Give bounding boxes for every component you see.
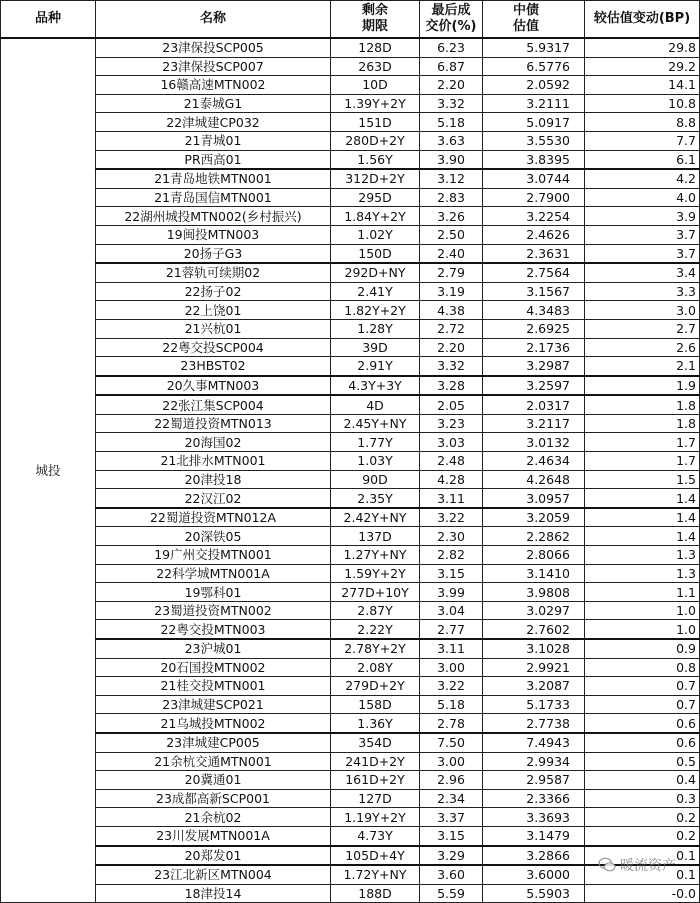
table-row (1, 94, 700, 113)
last-price: 5.59 (420, 884, 483, 903)
remaining-term: 2.87Y (331, 601, 420, 620)
bond-name: 19闽投MTN003 (96, 225, 331, 244)
remaining-term: 1.27Y+NY (331, 546, 420, 565)
cb-valuation: 3.2117 (483, 414, 585, 433)
remaining-term: 150D (331, 244, 420, 263)
cb-valuation: 3.0132 (483, 433, 585, 452)
cb-valuation: 3.1479 (483, 826, 585, 845)
change-bp: 14.1 (585, 76, 700, 95)
table-row (1, 489, 700, 508)
cb-valuation: 5.5903 (483, 884, 585, 903)
table-row (1, 282, 700, 301)
last-price: 3.26 (420, 207, 483, 226)
table-row (1, 169, 700, 188)
last-price: 3.22 (420, 508, 483, 527)
table-row (1, 546, 700, 565)
change-bp: 3.0 (585, 301, 700, 320)
bond-name: 18津投14 (96, 884, 331, 903)
table-row (1, 319, 700, 338)
bond-name: 22汉江02 (96, 489, 331, 508)
last-price: 3.32 (420, 357, 483, 376)
table-row (1, 150, 700, 169)
last-price: 4.28 (420, 470, 483, 489)
table-row (1, 527, 700, 546)
cb-valuation: 3.0297 (483, 601, 585, 620)
table-row (1, 188, 700, 207)
change-bp: 2.1 (585, 357, 700, 376)
change-bp: 1.5 (585, 470, 700, 489)
bond-name: 23蜀道投资MTN002 (96, 601, 331, 620)
bond-name: 21青城01 (96, 131, 331, 150)
table-row (1, 113, 700, 132)
change-bp: 0.8 (585, 658, 700, 677)
remaining-term: 1.02Y (331, 225, 420, 244)
cb-valuation: 2.0592 (483, 76, 585, 95)
header-cb-valuation: 中债 估值 (483, 1, 585, 39)
cb-valuation: 3.2087 (483, 677, 585, 696)
bond-name: 20久事MTN003 (96, 376, 331, 396)
change-bp: 1.9 (585, 376, 700, 396)
bond-name: 22湖州城投MTN002(乡村振兴) (96, 207, 331, 226)
table-row (1, 826, 700, 845)
change-bp: 8.8 (585, 113, 700, 132)
bond-name: 23津城建SCP021 (96, 695, 331, 714)
last-price: 3.00 (420, 658, 483, 677)
last-price: 2.78 (420, 714, 483, 733)
bond-name: 22扬子02 (96, 282, 331, 301)
bond-name: 20扬子G3 (96, 244, 331, 263)
remaining-term: 2.41Y (331, 282, 420, 301)
last-price: 2.96 (420, 771, 483, 790)
cb-valuation: 2.2862 (483, 527, 585, 546)
change-bp: 0.6 (585, 733, 700, 752)
change-bp: 6.1 (585, 150, 700, 169)
remaining-term: 1.36Y (331, 714, 420, 733)
cb-valuation: 3.8395 (483, 150, 585, 169)
bond-name: 20石国投MTN002 (96, 658, 331, 677)
remaining-term: 39D (331, 338, 420, 357)
change-bp: 1.3 (585, 564, 700, 583)
table-row (1, 376, 700, 396)
last-price: 2.72 (420, 319, 483, 338)
header-name: 名称 (96, 1, 331, 39)
cb-valuation: 2.7602 (483, 620, 585, 639)
bond-name: 22蜀道投资MTN012A (96, 508, 331, 527)
change-bp: 1.0 (585, 601, 700, 620)
cb-valuation: 4.2648 (483, 470, 585, 489)
header-row (1, 1, 700, 39)
cb-valuation: 2.4626 (483, 225, 585, 244)
bond-name: 22蜀道投资MTN013 (96, 414, 331, 433)
change-bp: 1.7 (585, 452, 700, 471)
bond-name: 23川发展MTN001A (96, 826, 331, 845)
remaining-term: 158D (331, 695, 420, 714)
change-bp: 0.3 (585, 789, 700, 808)
last-price: 3.23 (420, 414, 483, 433)
last-price: 3.29 (420, 846, 483, 866)
remaining-term: 1.84Y+2Y (331, 207, 420, 226)
last-price: 3.37 (420, 808, 483, 827)
watermark (598, 855, 676, 875)
last-price: 2.40 (420, 244, 483, 263)
cb-valuation: 2.3366 (483, 789, 585, 808)
remaining-term: 2.91Y (331, 357, 420, 376)
cb-valuation: 2.6925 (483, 319, 585, 338)
table-row (1, 452, 700, 471)
table-row (1, 695, 700, 714)
remaining-term: 263D (331, 57, 420, 76)
last-price: 5.18 (420, 113, 483, 132)
remaining-term: 292D+NY (331, 263, 420, 282)
change-bp: 3.4 (585, 263, 700, 282)
remaining-term: 1.03Y (331, 452, 420, 471)
remaining-term: 312D+2Y (331, 169, 420, 188)
bond-name: 19鄂科01 (96, 583, 331, 602)
table-row (1, 601, 700, 620)
last-price: 3.60 (420, 865, 483, 884)
change-bp: 1.0 (585, 620, 700, 639)
last-price: 3.15 (420, 826, 483, 845)
table-row (1, 433, 700, 452)
table-row (1, 263, 700, 282)
change-bp: 0.1 (585, 865, 700, 884)
bond-name: 21乌城投MTN002 (96, 714, 331, 733)
change-bp: 2.6 (585, 338, 700, 357)
table-row (1, 131, 700, 150)
bond-name: 20冀通01 (96, 771, 331, 790)
remaining-term: 1.39Y+2Y (331, 94, 420, 113)
bond-name: 23津保投SCP005 (96, 38, 331, 57)
header-change-bp: 较估值变动(BP) (585, 1, 700, 39)
last-price: 3.28 (420, 376, 483, 396)
cb-valuation: 3.2111 (483, 94, 585, 113)
remaining-term: 1.19Y+2Y (331, 808, 420, 827)
change-bp: 1.8 (585, 414, 700, 433)
table-row (1, 207, 700, 226)
last-price: 3.22 (420, 677, 483, 696)
bond-name: 21泰城G1 (96, 94, 331, 113)
table-row (1, 808, 700, 827)
change-bp: 29.2 (585, 57, 700, 76)
remaining-term: 137D (331, 527, 420, 546)
table-row (1, 639, 700, 658)
change-bp: 0.1 (585, 846, 700, 866)
cb-valuation: 4.3483 (483, 301, 585, 320)
remaining-term: 2.42Y+NY (331, 508, 420, 527)
last-price: 3.19 (420, 282, 483, 301)
change-bp: 1.4 (585, 527, 700, 546)
cb-valuation: 3.2059 (483, 508, 585, 527)
last-price: 4.38 (420, 301, 483, 320)
cb-valuation: 7.4943 (483, 733, 585, 752)
change-bp: 3.7 (585, 225, 700, 244)
change-bp: 1.4 (585, 489, 700, 508)
remaining-term: 1.56Y (331, 150, 420, 169)
remaining-term: 277D+10Y (331, 583, 420, 602)
bond-name: 22津城建CP032 (96, 113, 331, 132)
change-bp: 1.4 (585, 508, 700, 527)
bond-name: 23江北新区MTN004 (96, 865, 331, 884)
bond-name: 22上饶01 (96, 301, 331, 320)
table-row (1, 508, 700, 527)
wechat-icon (598, 857, 616, 873)
table-row (1, 470, 700, 489)
change-bp: 10.8 (585, 94, 700, 113)
last-price: 2.20 (420, 76, 483, 95)
change-bp: 3.9 (585, 207, 700, 226)
table-row (1, 564, 700, 583)
bond-name: 20郑发01 (96, 846, 331, 866)
change-bp: -0.0 (585, 884, 700, 903)
remaining-term: 161D+2Y (331, 771, 420, 790)
remaining-term: 1.72Y+NY (331, 865, 420, 884)
remaining-term: 2.78Y+2Y (331, 639, 420, 658)
last-price: 3.99 (420, 583, 483, 602)
cb-valuation: 3.9808 (483, 583, 585, 602)
remaining-term: 279D+2Y (331, 677, 420, 696)
table-row (1, 38, 700, 57)
remaining-term: 1.28Y (331, 319, 420, 338)
bond-name: 22张江集SCP004 (96, 395, 331, 414)
bond-name: 21青岛国信MTN001 (96, 188, 331, 207)
table-row (1, 301, 700, 320)
cb-valuation: 3.2866 (483, 846, 585, 866)
bond-name: 21余杭交通MTN001 (96, 752, 331, 771)
cb-valuation: 2.7564 (483, 263, 585, 282)
change-bp: 0.5 (585, 752, 700, 771)
table-row (1, 76, 700, 95)
last-price: 2.20 (420, 338, 483, 357)
table-row (1, 884, 700, 903)
bond-name: 23成都高新SCP001 (96, 789, 331, 808)
last-price: 3.11 (420, 639, 483, 658)
bond-name: PR西高01 (96, 150, 331, 169)
cb-valuation: 2.7900 (483, 188, 585, 207)
cb-valuation: 2.9921 (483, 658, 585, 677)
bond-name: 21蓉轨可续期02 (96, 263, 331, 282)
change-bp: 1.7 (585, 433, 700, 452)
remaining-term: 4.73Y (331, 826, 420, 845)
table-row (1, 658, 700, 677)
remaining-term: 1.59Y+2Y (331, 564, 420, 583)
cb-valuation: 3.2597 (483, 376, 585, 396)
last-price: 2.83 (420, 188, 483, 207)
last-price: 2.05 (420, 395, 483, 414)
bond-name: 19广州交投MTN001 (96, 546, 331, 565)
last-price: 3.32 (420, 94, 483, 113)
bond-name: 23津保投SCP007 (96, 57, 331, 76)
remaining-term: 128D (331, 38, 420, 57)
change-bp: 2.7 (585, 319, 700, 338)
remaining-term: 241D+2Y (331, 752, 420, 771)
last-price: 3.11 (420, 489, 483, 508)
bond-name: 21兴杭01 (96, 319, 331, 338)
last-price: 3.63 (420, 131, 483, 150)
table-row (1, 771, 700, 790)
change-bp: 0.7 (585, 695, 700, 714)
change-bp: 1.8 (585, 395, 700, 414)
header-last-price: 最后成 交价(%) (420, 1, 483, 39)
change-bp: 3.7 (585, 244, 700, 263)
cb-valuation: 3.6000 (483, 865, 585, 884)
cb-valuation: 2.9934 (483, 752, 585, 771)
table-row (1, 583, 700, 602)
remaining-term: 10D (331, 76, 420, 95)
cb-valuation: 5.9317 (483, 38, 585, 57)
bond-name: 23沪城01 (96, 639, 331, 658)
cb-valuation: 5.0917 (483, 113, 585, 132)
watermark-text: 暖流资产 (620, 858, 676, 874)
remaining-term: 151D (331, 113, 420, 132)
table-row (1, 865, 700, 884)
table-row (1, 620, 700, 639)
remaining-term: 4.3Y+3Y (331, 376, 420, 396)
remaining-term: 188D (331, 884, 420, 903)
table-row (1, 357, 700, 376)
last-price: 3.03 (420, 433, 483, 452)
last-price: 2.34 (420, 789, 483, 808)
last-price: 5.18 (420, 695, 483, 714)
table-row (1, 846, 700, 866)
cb-valuation: 6.5776 (483, 57, 585, 76)
table-row (1, 677, 700, 696)
remaining-term: 280D+2Y (331, 131, 420, 150)
bond-name: 20津投18 (96, 470, 331, 489)
change-bp: 29.8 (585, 38, 700, 57)
bond-name: 21北排水MTN001 (96, 452, 331, 471)
last-price: 3.15 (420, 564, 483, 583)
cb-valuation: 2.0317 (483, 395, 585, 414)
change-bp: 1.1 (585, 583, 700, 602)
bond-name: 16赣高速MTN002 (96, 76, 331, 95)
cb-valuation: 5.1733 (483, 695, 585, 714)
table-row (1, 714, 700, 733)
change-bp: 1.3 (585, 546, 700, 565)
remaining-term: 295D (331, 188, 420, 207)
cb-valuation: 3.2254 (483, 207, 585, 226)
last-price: 6.23 (420, 38, 483, 57)
header-term: 剩余 期限 (331, 1, 420, 39)
last-price: 2.30 (420, 527, 483, 546)
cb-valuation: 3.2987 (483, 357, 585, 376)
change-bp: 0.2 (585, 826, 700, 845)
change-bp: 0.4 (585, 771, 700, 790)
change-bp: 0.9 (585, 639, 700, 658)
last-price: 2.48 (420, 452, 483, 471)
cb-valuation: 2.7738 (483, 714, 585, 733)
remaining-term: 2.35Y (331, 489, 420, 508)
table-row (1, 57, 700, 76)
table-row (1, 414, 700, 433)
cb-valuation: 3.1028 (483, 639, 585, 658)
last-price: 2.79 (420, 263, 483, 282)
last-price: 3.90 (420, 150, 483, 169)
cb-valuation: 3.1410 (483, 564, 585, 583)
bond-name: 22粤交投MTN003 (96, 620, 331, 639)
bond-name: 21桂交投MTN001 (96, 677, 331, 696)
cb-valuation: 3.1567 (483, 282, 585, 301)
remaining-term: 1.82Y+2Y (331, 301, 420, 320)
table-row (1, 395, 700, 414)
cb-valuation: 2.4634 (483, 452, 585, 471)
bond-name: 22科学城MTN001A (96, 564, 331, 583)
cb-valuation: 2.8066 (483, 546, 585, 565)
bond-name: 21青岛地铁MTN001 (96, 169, 331, 188)
bond-name: 22粤交投SCP004 (96, 338, 331, 357)
change-bp: 0.6 (585, 714, 700, 733)
bond-name: 20深铁05 (96, 527, 331, 546)
last-price: 3.12 (420, 169, 483, 188)
cb-valuation: 3.0744 (483, 169, 585, 188)
table-row (1, 752, 700, 771)
last-price: 3.00 (420, 752, 483, 771)
table-row (1, 225, 700, 244)
change-bp: 0.2 (585, 808, 700, 827)
bond-name: 23津城建CP005 (96, 733, 331, 752)
last-price: 2.77 (420, 620, 483, 639)
table-row (1, 789, 700, 808)
table-row (1, 244, 700, 263)
last-price: 7.50 (420, 733, 483, 752)
last-price: 6.87 (420, 57, 483, 76)
table-row (1, 338, 700, 357)
remaining-term: 2.08Y (331, 658, 420, 677)
change-bp: 3.3 (585, 282, 700, 301)
cb-valuation: 3.5530 (483, 131, 585, 150)
last-price: 2.82 (420, 546, 483, 565)
category-cell: 城投 (1, 38, 96, 903)
change-bp: 4.2 (585, 169, 700, 188)
cb-valuation: 3.3693 (483, 808, 585, 827)
remaining-term: 1.77Y (331, 433, 420, 452)
remaining-term: 2.22Y (331, 620, 420, 639)
change-bp: 4.0 (585, 188, 700, 207)
last-price: 2.50 (420, 225, 483, 244)
table-row (1, 733, 700, 752)
remaining-term: 105D+4Y (331, 846, 420, 866)
remaining-term: 354D (331, 733, 420, 752)
remaining-term: 90D (331, 470, 420, 489)
remaining-term: 4D (331, 395, 420, 414)
table-body (1, 38, 700, 903)
cb-valuation: 3.0957 (483, 489, 585, 508)
bond-name: 23HBST02 (96, 357, 331, 376)
remaining-term: 127D (331, 789, 420, 808)
bond-name: 21余杭02 (96, 808, 331, 827)
cb-valuation: 2.1736 (483, 338, 585, 357)
remaining-term: 2.45Y+NY (331, 414, 420, 433)
cb-valuation: 2.9587 (483, 771, 585, 790)
bond-name: 20海国02 (96, 433, 331, 452)
change-bp: 7.7 (585, 131, 700, 150)
last-price: 3.04 (420, 601, 483, 620)
change-bp: 0.7 (585, 677, 700, 696)
cb-valuation: 2.3631 (483, 244, 585, 263)
header-kind: 品种 (1, 1, 96, 39)
